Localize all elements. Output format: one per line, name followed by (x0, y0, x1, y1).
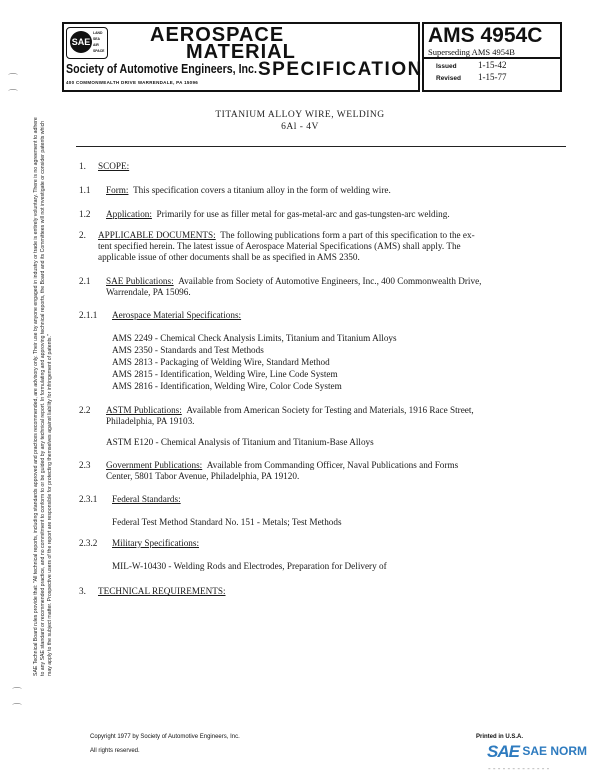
section-number: 2.3.2 (79, 538, 98, 548)
watermark-dashes: - - - - - - - - - - - - - (488, 764, 550, 773)
section-2-3-government-publications: Government Publications: Available from Commanding Officer, Naval Publications and Forms (106, 460, 459, 470)
superseding-note: Superseding AMS 4954B (428, 47, 515, 57)
title-aerospace: AEROSPACE (150, 24, 285, 46)
section-2-2-astm-publications: ASTM Publications: Available from American Society for Testing and Materials, 1916 Race Street, (106, 405, 474, 415)
section-heading-scope: SCOPE: (98, 161, 130, 171)
ams-divider (424, 57, 560, 59)
ams-list-item: AMS 2816 - Identification, Welding Wire, Color Code System (112, 381, 342, 391)
section-number: 1.1 (79, 185, 91, 195)
section-2-line: tent specified herein. The latest issue of Aerospace Material Specifications (AMS) shall apply. The (98, 241, 461, 251)
watermark (487, 742, 587, 762)
section-number: 2.3 (79, 460, 91, 470)
watermark-logo: SAE (487, 742, 519, 761)
title-material: MATERIAL (186, 41, 296, 63)
section-number: 2.1 (79, 276, 91, 286)
issued-date: 1-15-42 (478, 60, 507, 70)
revised-label: Revised (436, 75, 461, 82)
section-heading-ams: Aerospace Material Specifications: (112, 310, 242, 320)
sae-logo-caption: LAND SEA AIR SPACE (93, 31, 105, 53)
section-1-1-form: Form: This specification covers a titanium alloy in the form of welding wire. (106, 185, 391, 195)
issued-label: Issued (436, 63, 457, 70)
section-number: 2.2 (79, 405, 91, 415)
federal-item: Federal Test Method Standard No. 151 - Metals; Test Methods (112, 517, 342, 527)
ams-list-item: AMS 2249 - Chemical Check Analysis Limits, Titanium and Titanium Alloys (112, 333, 397, 343)
section-2-2-line: Philadelphia, PA 19103. (106, 416, 195, 426)
ams-number: AMS 4954C (428, 24, 543, 47)
section-2-1-sae-publications: SAE Publications: Available from Society of Automotive Engineers, Inc., 400 Commonwealth Drive, (106, 276, 482, 286)
society-address: 400 COMMONWEALTH DRIVE WARRENDALE, PA 15096 (66, 80, 199, 85)
margin-mark: ⌒ (12, 688, 22, 699)
section-number: 2.1.1 (79, 310, 98, 320)
section-number: 3. (79, 586, 86, 596)
copyright: Copyright 1977 by Society of Automotive Engineers, Inc. (90, 734, 240, 740)
section-2-applicable-documents: APPLICABLE DOCUMENTS: The following publications form a part of this specification to the ex- (98, 230, 475, 240)
section-1-2-application: Application: Primarily for use as filler metal for gas-metal-arc and gas-tungsten-arc welding. (106, 209, 450, 219)
section-heading-technical: TECHNICAL REQUIREMENTS: (98, 586, 226, 596)
watermark-text: SAE NORM (522, 744, 587, 759)
printed-in: Printed in U.S.A. (476, 734, 524, 740)
astm-item: ASTM E120 - Chemical Analysis of Titanium and Titanium-Base Alloys (106, 437, 374, 447)
title-rule (76, 146, 566, 147)
sae-disclaimer-note: SAE Technical Board rules provide that: "All technical reports, including standards approved and practices recommended, are advisory only. Their use by anyone engaged in industry or trade is entirely voluntary. There is no agreement to adhere to any SAE standard or recommended practice, and no commitment to conform to or be guided by any technical report. In formulating and approving technical reports, the Board and its Committees will not investigate or consider patents which may apply to the subject matter. Prospective users of the report are responsible for protecting themselves against liability for infringement of patents." (33, 117, 53, 676)
sae-logo (66, 27, 108, 59)
society-name: Society of Automotive Engineers, Inc. (66, 61, 257, 76)
ams-list-item: AMS 2815 - Identification, Welding Wire, Line Code System (112, 369, 338, 379)
section-heading-federal: Federal Standards: (112, 494, 181, 504)
section-number: 1.2 (79, 209, 91, 219)
title-specification: SPECIFICATION (258, 59, 423, 80)
section-2-line: applicable issue of other documents shall be as specified in AMS 2350. (98, 252, 360, 262)
section-number: 2. (79, 230, 86, 240)
margin-mark: ⌒ (8, 74, 18, 85)
military-item: MIL-W-10430 - Welding Rods and Electrodes, Preparation for Delivery of (112, 561, 387, 571)
section-number: 2.3.1 (79, 494, 98, 504)
section-number: 1. (79, 161, 86, 171)
revised-date: 1-15-77 (478, 72, 507, 82)
section-heading-military: Military Specifications: (112, 538, 200, 548)
ams-list-item: AMS 2813 - Packaging of Welding Wire, Standard Method (112, 357, 330, 367)
section-2-1-line: Warrendale, PA 15096. (106, 287, 191, 297)
ams-list-item: AMS 2350 - Standards and Test Methods (112, 345, 264, 355)
rights-reserved: All rights reserved. (90, 748, 140, 754)
sae-logo-mark: SAE (70, 31, 92, 53)
margin-mark: ⌒ (8, 90, 18, 101)
doc-title: TITANIUM ALLOY WIRE, WELDING (215, 110, 385, 120)
doc-subtitle: 6Al - 4V (281, 122, 319, 132)
section-2-3-line: Center, 5801 Tabor Avenue, Philadelphia, PA 19120. (106, 471, 300, 481)
margin-mark: ⌒ (12, 704, 22, 715)
